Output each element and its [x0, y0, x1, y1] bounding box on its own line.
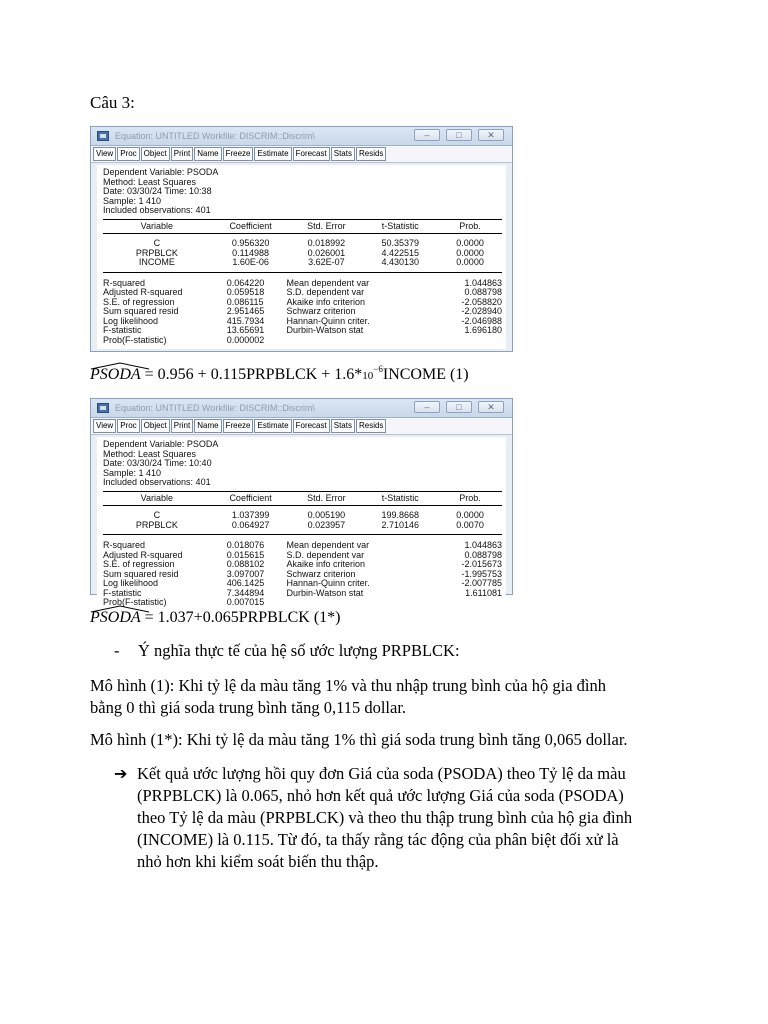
stat-label: S.E. of regression [103, 296, 175, 307]
stat-label: Adjusted R-squared [103, 287, 183, 297]
column-header: Prob. [438, 219, 502, 234]
stat-label: Akaike info criterion [286, 296, 366, 307]
table-row [103, 336, 502, 346]
name-button[interactable]: Name [194, 147, 221, 161]
window-title: Equation: UNTITLED Workfile: DISCRIM::Discrim\ [115, 131, 315, 141]
stat-label: Log likelihood [103, 315, 159, 326]
paragraph-line: (PRPBLCK) là 0.065, nhỏ hơn kết quả ước lượng Giá của soda (PSODA) [137, 786, 624, 805]
stat-value: 0.015615 [226, 549, 265, 560]
eviews-window-2 [90, 398, 513, 607]
maximize-icon[interactable]: □ [446, 129, 472, 141]
table-row [103, 258, 502, 272]
stat-value: -2.058820 [461, 296, 502, 307]
stats-button[interactable]: Stats [331, 419, 355, 433]
table-cell: 4.422515 [381, 247, 419, 258]
table-cell: 1.037399 [231, 510, 270, 520]
table-cell: INCOME [103, 258, 211, 272]
psoda-hat [90, 366, 141, 384]
table-cell: 0.0000 [456, 238, 484, 248]
bullet-item [114, 640, 120, 662]
equation-rhs-part-b: INCOME (1) [382, 366, 469, 383]
stat-value: 1.611081 [465, 587, 502, 598]
stat-label: S.D. dependent var [286, 287, 365, 297]
stat-value: -2.046988 [461, 315, 502, 326]
view-button[interactable]: View [93, 147, 116, 161]
model-2-paragraph: Mô hình (1*): Khi tỷ lệ da màu tăng 1% thì giá soda trung bình tăng 0,065 dollar. [90, 730, 628, 749]
column-header: Coefficient [211, 491, 291, 506]
stat-value: 1.044863 [464, 277, 502, 288]
table-row [103, 598, 502, 608]
equation-2 [90, 609, 341, 627]
view-button[interactable]: View [93, 419, 116, 433]
table-cell: 0.026001 [307, 247, 346, 258]
stat-label: Prob(F-statistic) [103, 597, 167, 607]
regression-meta [103, 168, 502, 216]
stat-value: -2.015673 [461, 559, 502, 569]
stat-label: Hannan-Quinn criter. [286, 578, 370, 588]
question-heading: Câu 3: [90, 93, 135, 112]
paragraph-line: (INCOME) là 0.115. Từ đó, ta thấy rằng tác động của phân biệt đối xử là [137, 830, 619, 849]
table-row [103, 521, 502, 535]
stat-value: 3.097007 [226, 568, 265, 579]
column-header: Prob. [438, 491, 502, 506]
table-cell: 0.0000 [456, 510, 484, 520]
table-cell: C [153, 510, 161, 520]
window-title: Equation: UNTITLED Workfile: DISCRIM::Discrim\ [115, 403, 315, 413]
meta-line: Method: Least Squares [103, 176, 197, 187]
stat-label: Sum squared resid [103, 568, 179, 579]
proc-button[interactable]: Proc [117, 419, 139, 433]
stat-value: 1.696180 [464, 325, 502, 335]
stat-value [430, 598, 502, 608]
equation-exponent: −6 [373, 364, 383, 374]
stat-label: Sum squared resid [103, 306, 179, 316]
table-row [103, 538, 502, 551]
eviews-window-1 [90, 126, 513, 352]
table-cell: 50.35379 [381, 238, 419, 248]
equation-rhs-part-a: = 0.956 + 0.115PRPBLCK + 1.6* [140, 366, 363, 383]
bullet-text: Ý nghĩa thực tế của hệ số ước lượng PRPBLCK: [138, 641, 460, 660]
stat-value: 0.064220 [226, 277, 265, 288]
stat-value: 0.088798 [464, 287, 502, 297]
proc-button[interactable]: Proc [117, 147, 139, 161]
stat-value: 0.088798 [464, 549, 502, 560]
statistics-table [103, 276, 502, 346]
stat-label: F-statistic [103, 587, 142, 598]
table-header-row [103, 491, 502, 506]
regression-output [97, 437, 506, 612]
column-header: t-Statistic [362, 491, 438, 506]
paragraph-line: Mô hình (1): Khi tỷ lệ da màu tăng 1% và thu nhập trung bình của hộ gia đình [90, 676, 606, 695]
equation-toolbar [91, 418, 512, 435]
meta-line: Dependent Variable: PSODA [103, 167, 219, 177]
meta-line: Sample: 1 410 [103, 195, 162, 206]
print-button[interactable]: Print [171, 419, 193, 433]
table-cell: 2.710146 [362, 521, 438, 535]
stat-label: Schwarz criterion [286, 306, 356, 316]
column-header: Coefficient [211, 219, 291, 234]
stat-value: -2.028940 [461, 306, 502, 316]
stat-value: 2.951465 [226, 306, 265, 316]
stat-label: Durbin-Watson stat [286, 587, 364, 598]
meta-line: Date: 03/30/24 Time: 10:40 [103, 458, 212, 468]
stat-label: Mean dependent var [286, 277, 370, 288]
statistics-table [103, 538, 502, 608]
table-row [103, 234, 502, 249]
table-cell: 0.005190 [307, 510, 346, 520]
paragraph-line: bằng 0 thì giá soda trung bình tăng 0,115 dollar. [90, 698, 407, 717]
table-cell: 0.0000 [456, 247, 484, 258]
table-cell: 3.62E-07 [291, 258, 363, 272]
regression-meta [103, 440, 502, 488]
column-header: Variable [103, 491, 211, 506]
equation-toolbar [91, 146, 512, 163]
stat-label: R-squared [103, 277, 146, 288]
table-cell: 1.60E-06 [211, 258, 291, 272]
stat-label: R-squared [103, 540, 146, 550]
close-icon[interactable]: ✕ [478, 401, 504, 413]
estimate-button[interactable]: Estimate [254, 419, 291, 433]
table-cell: 0.0000 [438, 258, 502, 272]
minimize-icon[interactable]: – [414, 401, 440, 413]
stat-label: Schwarz criterion [286, 568, 356, 579]
name-button[interactable]: Name [194, 419, 221, 433]
table-cell: 0.023957 [291, 521, 363, 535]
meta-line: Included observations: 401 [103, 477, 211, 487]
stat-value: 415.7934 [226, 315, 265, 326]
window-titlebar[interactable] [91, 399, 512, 418]
close-icon[interactable]: ✕ [478, 129, 504, 141]
column-header: Std. Error [291, 491, 363, 506]
stat-value: 1.044863 [464, 540, 502, 550]
stat-value: 0.018076 [226, 540, 265, 550]
meta-line: Method: Least Squares [103, 448, 197, 459]
paragraph-line: theo Tỷ lệ da màu (PRPBLCK) và theo thu thập trung bình của hộ gia đình [137, 808, 633, 827]
stat-label: S.E. of regression [103, 559, 175, 569]
stat-label: Durbin-Watson stat [286, 325, 364, 335]
freeze-button[interactable]: Freeze [223, 147, 254, 161]
meta-line: Dependent Variable: PSODA [103, 439, 219, 449]
forecast-button[interactable]: Forecast [293, 419, 330, 433]
stat-value: 0.059518 [226, 287, 265, 297]
table-cell: 0.956320 [231, 238, 270, 248]
stat-value: 0.086115 [226, 296, 264, 307]
paragraph-line: Kết quả ước lượng hồi quy đơn Giá của soda (PSODA) theo Tỷ lệ da màu [137, 764, 626, 783]
column-header: Variable [103, 219, 211, 234]
stat-value: 0.088102 [226, 559, 265, 569]
stat-label [287, 598, 431, 608]
table-cell: PRPBLCK [135, 247, 178, 258]
arrow-icon: ➔ [114, 766, 128, 783]
window-titlebar[interactable] [91, 127, 512, 146]
meta-line: Included observations: 401 [103, 205, 211, 215]
stat-value: 406.1425 [226, 578, 265, 588]
equation-lhs: PSODA [90, 366, 141, 383]
table-cell: 0.064927 [211, 521, 291, 535]
resids-button[interactable]: Resids [356, 147, 386, 161]
table-cell: C [153, 238, 161, 248]
maximize-icon[interactable]: □ [446, 401, 472, 413]
stat-label: F-statistic [103, 325, 142, 335]
equation-rhs: = 1.037+0.065PRPBLCK (1*) [140, 609, 341, 626]
column-header: t-Statistic [362, 219, 438, 234]
meta-line: Date: 03/30/24 Time: 10:38 [103, 186, 212, 196]
equation-lhs: PSODA [90, 609, 141, 626]
stat-label: Adjusted R-squared [103, 549, 183, 560]
meta-line: Sample: 1 410 [103, 467, 162, 478]
stat-value: 0.007015 [226, 597, 265, 607]
eviews-app-icon [97, 131, 109, 141]
psoda-hat [90, 609, 141, 627]
object-button[interactable]: Object [141, 419, 170, 433]
regression-output [97, 165, 506, 349]
stat-label [287, 336, 431, 346]
stats-button[interactable]: Stats [331, 147, 355, 161]
equation-base: 10 [362, 370, 374, 382]
coefficient-table [103, 491, 502, 536]
stat-label: Mean dependent var [286, 540, 370, 550]
stat-value: 0.000002 [226, 334, 265, 345]
stat-label: Hannan-Quinn criter. [286, 315, 370, 326]
equation-1 [90, 364, 469, 384]
estimate-button[interactable]: Estimate [254, 147, 291, 161]
stat-label: Akaike info criterion [286, 559, 366, 569]
hat-accent-icon [90, 362, 150, 370]
bullet-marker: - [114, 641, 120, 660]
stat-value: -2.007785 [461, 578, 502, 588]
stat-value: -1.995753 [461, 568, 502, 579]
stat-value [430, 336, 502, 346]
table-header-row [103, 219, 502, 234]
table-cell: 0.0070 [438, 521, 502, 535]
table-cell: 0.018992 [307, 238, 346, 248]
table-cell: PRPBLCK [103, 521, 211, 535]
stat-value: 7.344894 [226, 587, 265, 598]
minimize-icon[interactable]: – [414, 129, 440, 141]
stat-value: 13.65691 [226, 325, 265, 335]
conclusion-paragraph [137, 763, 697, 873]
stat-label: Log likelihood [103, 578, 159, 588]
freeze-button[interactable]: Freeze [223, 419, 254, 433]
table-row [103, 506, 502, 521]
forecast-button[interactable]: Forecast [293, 147, 330, 161]
model-1-paragraph [90, 675, 690, 719]
stat-label: Prob(F-statistic) [103, 334, 167, 345]
eviews-app-icon [97, 403, 109, 413]
hat-accent-icon [90, 605, 150, 613]
table-cell: 199.8668 [381, 510, 419, 520]
table-cell: 0.114988 [232, 247, 270, 258]
resids-button[interactable]: Resids [356, 419, 386, 433]
print-button[interactable]: Print [171, 147, 193, 161]
coefficient-table [103, 219, 502, 273]
stat-label: S.D. dependent var [286, 549, 365, 560]
object-button[interactable]: Object [141, 147, 170, 161]
table-cell: 4.430130 [362, 258, 438, 272]
column-header: Std. Error [291, 219, 363, 234]
paragraph-line: nhỏ hơn khi kiểm soát biến thu thập. [137, 852, 379, 871]
